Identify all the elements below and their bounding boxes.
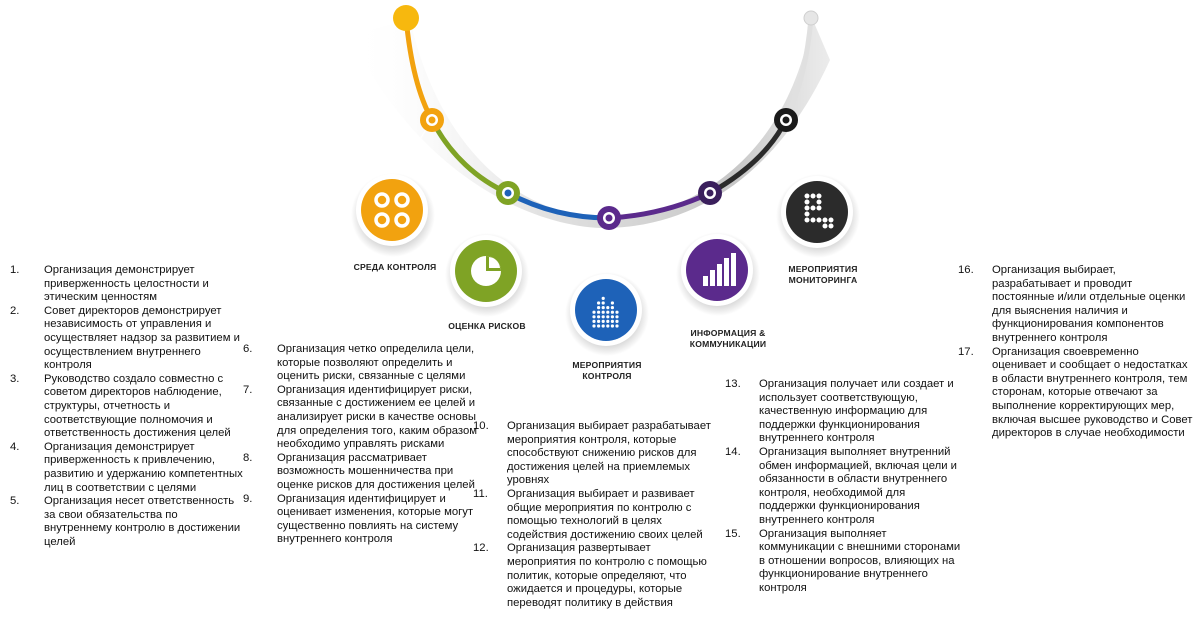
- principles-monitoring: [958, 264, 1194, 441]
- list-item: [473, 420, 711, 488]
- item-number: 16.: [958, 264, 974, 276]
- list-item: [10, 305, 248, 373]
- equalizer-dot: [611, 311, 614, 314]
- list-item: [10, 495, 248, 549]
- arc-node-control-environment: [420, 108, 444, 132]
- equalizer-dot: [602, 297, 605, 300]
- item-text: Организация демонстрирует приверженность целостности и этическим ценностям: [44, 264, 209, 304]
- equalizer-dot: [611, 315, 614, 318]
- equalizer-dot: [602, 315, 605, 318]
- equalizer-dot: [615, 324, 618, 327]
- equalizer-dot: [597, 311, 600, 314]
- equalizer-dot: [602, 311, 605, 314]
- risk-assessment-badge: [445, 233, 529, 317]
- item-text: Организация идентифицирует и оценивает изменения, которые могут существенно повлиять на систему внутреннего контроля: [277, 492, 474, 546]
- label-line: МЕРОПРИЯТИЯ: [572, 360, 642, 370]
- label-control-activities: [552, 360, 662, 382]
- item-number: 10.: [473, 420, 489, 432]
- item-number: 7.: [243, 383, 253, 396]
- item-text: Организация выполняет коммуникации с внешними сторонами в отношении вопросов, влияющих на функционирование внутреннего контроля: [759, 527, 961, 594]
- item-text: Организация демонстрирует приверженность к привлечению, развитию и удержанию компетентных лиц в соответствии с целями: [44, 440, 243, 494]
- equalizer-dot: [597, 301, 600, 304]
- equalizer-dot: [602, 324, 605, 327]
- equalizer-dot: [597, 324, 600, 327]
- pie-chart-icon: [471, 256, 501, 286]
- item-number: 8.: [243, 451, 253, 464]
- equalizer-dot: [606, 311, 609, 314]
- list-item: [243, 343, 479, 384]
- equalizer-dot: [615, 315, 618, 318]
- equalizer-dot: [611, 324, 614, 327]
- item-text: Организация четко определила цели, которые позволяют определить и оценить риски, связанные с целями: [277, 343, 475, 383]
- list-item: [473, 488, 711, 542]
- arc-node-information: [698, 181, 722, 205]
- equalizer-dot: [615, 311, 618, 314]
- item-number: 11.: [473, 487, 488, 500]
- equalizer-dot: [611, 320, 614, 323]
- item-number: 3.: [10, 372, 20, 385]
- item-text: Организация выбирает, разрабатывает и проводит постоянные и/или отдельные оценки для выяснения наличия и функционирования компонентов внутреннего контроля: [992, 264, 1186, 344]
- item-number: 15.: [725, 527, 741, 540]
- label-information-communication: [668, 328, 788, 350]
- equalizer-dot: [597, 320, 600, 323]
- list-item: [10, 441, 248, 495]
- item-text: Организация развертывает мероприятия по контролю с помощью политик, которые определяют, что ожидается и процедуры, которые переводят политику в действия: [507, 542, 707, 609]
- item-text: Руководство создало совместно с советом директоров наблюдение, структуры, отчетность и соответствующие полномочия и ответственность достижения целей: [44, 372, 231, 440]
- equalizer-dot: [606, 320, 609, 323]
- item-number: 4.: [10, 440, 20, 453]
- item-text: Организация рассматривает возможность мошенничества при оценке рисков для достижения целей: [277, 451, 475, 491]
- item-text: Совет директоров демонстрирует независимость от управления и осуществляет надзор за развитием и осуществлением внутреннего контроля: [44, 304, 240, 372]
- item-number: 13.: [725, 378, 741, 390]
- arc-start-dot: [393, 5, 419, 31]
- item-number: 5.: [10, 495, 20, 508]
- control-environment-badge: [351, 173, 435, 257]
- item-text: Организация выполняет внутренний обмен информацией, включая цели и обязанности в области внутреннего контроля, необходимой для поддержки функционирования внутреннего контроля: [759, 445, 957, 526]
- item-text: Организация своевременно оценивает и сообщает о недостатках в области внутреннего контроля, тем сторонам, которые отвечают за выполнение корректирующих мер, включая высшее руководство и Совет директоров в случае необходимости: [992, 345, 1193, 440]
- principles-risk-assessment: [243, 343, 479, 547]
- item-text: Организация получает или создает и использует соответствующую, качественную информацию для поддержки функционирования внутреннего контроля: [759, 378, 954, 445]
- list-item: [958, 264, 1194, 346]
- equalizer-dot: [611, 301, 614, 304]
- equalizer-dot: [602, 301, 605, 304]
- equalizer-dot: [592, 311, 595, 314]
- equalizer-dot: [592, 320, 595, 323]
- list-item: [725, 446, 961, 528]
- label-risk-assessment: ОЦЕНКА РИСКОВ: [448, 321, 526, 331]
- list-item: [473, 542, 711, 610]
- list-item: [243, 452, 479, 493]
- list-item: [10, 264, 248, 305]
- item-text: Организация идентифицирует риски, связанные с достижением ее целей и анализирует риски в качестве основы для определения того, каким образом необходимо управлять рисками: [277, 383, 478, 451]
- principles-control-activities: [473, 420, 711, 610]
- equalizer-dot: [611, 306, 614, 309]
- principles-control-environment: [10, 264, 248, 549]
- label-line: КОНТРОЛЯ: [582, 371, 632, 381]
- equalizer-dot: [606, 315, 609, 318]
- label-line: МОНИТОРИНГА: [788, 275, 858, 285]
- equalizer-dot: [597, 315, 600, 318]
- item-number: 17.: [958, 345, 974, 358]
- arc-node-risk-assessment: [496, 181, 520, 205]
- equalizer-dot: [597, 306, 600, 309]
- item-text: Организация выбирает разрабатывает мероприятия контроля, которые способствуют снижению рисков для достижения целей на приемлемых уровнях: [507, 420, 711, 487]
- list-item: [725, 378, 961, 446]
- item-number: 1.: [10, 264, 20, 276]
- control-activities-badge: [565, 272, 649, 356]
- label-monitoring: [768, 264, 878, 286]
- list-item: [243, 493, 479, 547]
- equalizer-dot: [606, 306, 609, 309]
- principles-information-communication: [725, 378, 961, 596]
- label-line: КОММУНИКАЦИИ: [689, 339, 767, 349]
- list-item: [243, 384, 479, 452]
- item-number: 6.: [243, 343, 253, 355]
- item-text: Организация несет ответственность за свои обязательства по внутреннему контролю в достижении целей: [44, 495, 241, 548]
- information-communication-badge: [676, 232, 760, 316]
- label-line: ИНФОРМАЦИЯ &: [690, 328, 766, 338]
- equalizer-dot: [602, 320, 605, 323]
- monitoring-badge: [776, 174, 860, 258]
- item-number: 9.: [243, 492, 253, 505]
- arc-node-control-activities: [597, 206, 621, 230]
- arc-end-dot: [804, 11, 818, 25]
- list-item: [958, 346, 1194, 441]
- equalizer-dot: [592, 315, 595, 318]
- equalizer-dot: [606, 324, 609, 327]
- list-item: [10, 373, 248, 441]
- equalizer-dot: [602, 306, 605, 309]
- item-text: Организация выбирает и развивает общие мероприятия по контролю с помощью технологий в целях содействия достижению своих целей: [507, 487, 703, 541]
- list-item: [725, 528, 961, 596]
- equalizer-dot: [592, 324, 595, 327]
- label-line: МЕРОПРИЯТИЯ: [788, 264, 858, 274]
- arc-node-monitoring: [774, 108, 798, 132]
- label-control-environment: СРЕДА КОНТРОЛЯ: [353, 262, 437, 272]
- equalizer-dot: [615, 320, 618, 323]
- item-number: 12.: [473, 542, 489, 555]
- item-number: 2.: [10, 304, 20, 317]
- item-number: 14.: [725, 445, 741, 458]
